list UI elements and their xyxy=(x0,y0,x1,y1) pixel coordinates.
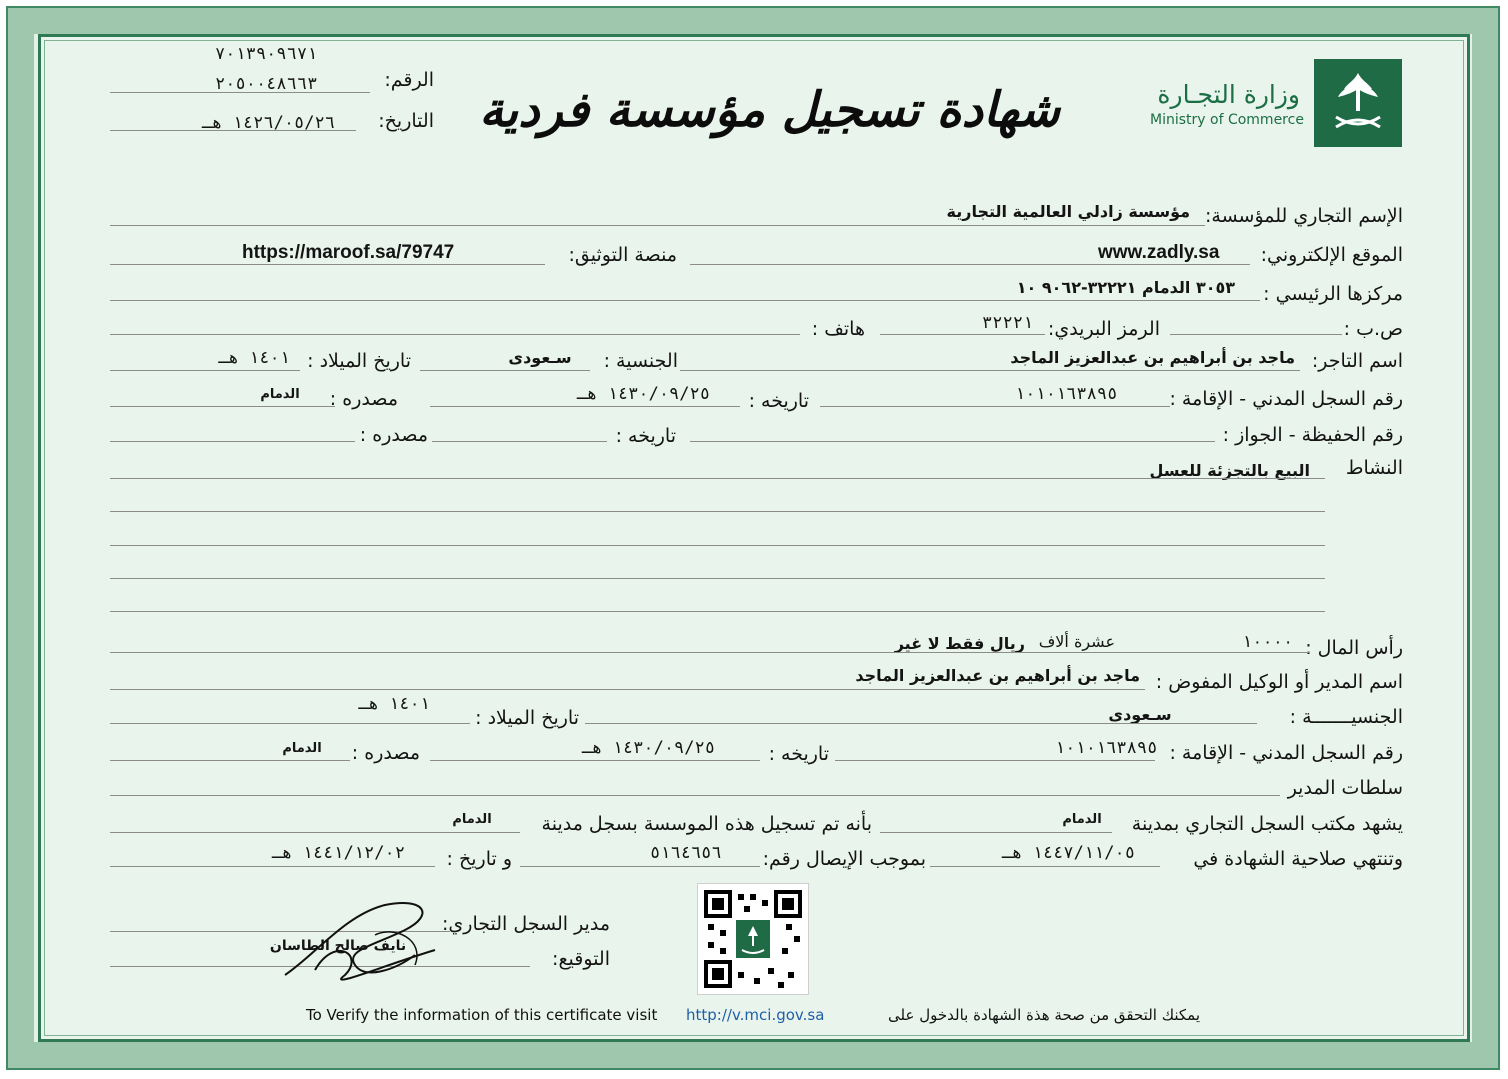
number-value: ٢٠٥٠٠٤٨٦٦٣ xyxy=(215,74,318,94)
attest-office-city: الدمام xyxy=(1062,812,1102,827)
postal-code-label: الرمز البريدي: xyxy=(1047,318,1160,340)
capital-label: رأس المال : xyxy=(1305,637,1403,659)
footer-text-en: To Verify the information of this certificate visit xyxy=(306,1006,658,1024)
manager-birth-label: تاريخ الميلاد : xyxy=(475,707,579,729)
signature-mark xyxy=(275,895,455,990)
sign-label: التوقيع: xyxy=(552,948,610,970)
verify-platform-label: منصة التوثيق: xyxy=(568,244,677,266)
folder-label: رقم الحفيظة - الجواز : xyxy=(1222,424,1403,446)
verify-platform-value: https://maroof.sa/79747 xyxy=(242,242,455,263)
number-label: الرقم: xyxy=(384,69,434,91)
activity-label: النشاط xyxy=(1345,457,1403,479)
website-value: www.zadly.sa xyxy=(1098,242,1220,263)
trade-name-value: مؤسسة زادلي العالمية التجارية xyxy=(946,202,1190,221)
date-value: ١٤٢٦/٠٥/٢٦ هـ xyxy=(201,113,335,133)
folder-date-label: تاريخه : xyxy=(615,425,676,447)
merchant-civil-value: ١٠١٠١٦٣٨٩٥ xyxy=(1015,384,1118,404)
merchant-birth-label: تاريخ الميلاد : xyxy=(307,350,411,372)
manager-birth-value: ١٤٠١ هـ xyxy=(358,694,430,714)
po-box-label: ص.ب : xyxy=(1343,318,1403,340)
manager-name-value: ماجد بن أبراهيم بن عبدالعزيز الماجد xyxy=(855,666,1140,685)
number-top: ٧٠١٣٩٠٩٦٧١ xyxy=(215,44,318,64)
registrar-label: مدير السجل التجاري: xyxy=(442,913,610,935)
manager-authority-label: سلطات المدير xyxy=(1287,777,1403,799)
certificate-title: شهادة تسجيل مؤسسة فردية xyxy=(479,82,1060,138)
expiry-value: ١٤٤٧/١١/٠٥ هـ xyxy=(1001,843,1135,863)
manager-nationality-label: الجنسيـــــــة : xyxy=(1289,706,1403,728)
manager-civil-date-label: تاريخه : xyxy=(768,743,829,765)
footer-url-link[interactable]: http://v.mci.gov.sa xyxy=(686,1006,825,1024)
capital-number: ١٠٠٠٠ xyxy=(1242,632,1294,652)
attest-registered-city: الدمام xyxy=(452,812,492,827)
merchant-name-value: ماجد بن أبراهيم بن عبدالعزيز الماجد xyxy=(1010,348,1295,367)
merchant-birth-value: ١٤٠١ هـ xyxy=(218,348,290,368)
footer-text-ar: يمكنك التحقق من صحة هذة الشهادة بالدخول على xyxy=(888,1006,1200,1024)
receipt-value: ٥١٦٤٦٥٦ xyxy=(650,843,722,863)
attest-office-label: يشهد مكتب السجل التجاري بمدينة xyxy=(1131,813,1403,835)
receipt-label: بموجب الإيصال رقم: xyxy=(762,848,926,870)
merchant-civil-date-label: تاريخه : xyxy=(748,390,809,412)
qr-code-icon xyxy=(697,883,809,995)
postal-code-value: ٣٢٢٢١ xyxy=(982,313,1034,333)
merchant-nationality-value: سـعودى xyxy=(508,348,572,367)
capital-words: عشرة ألاف xyxy=(1038,632,1115,651)
merchant-name-label: اسم التاجر: xyxy=(1311,350,1403,372)
expiry-label: وتنتهي صلاحية الشهادة في xyxy=(1193,848,1403,870)
ministry-name-ar: وزارة التجـارة xyxy=(1157,80,1300,109)
merchant-source-label: مصدره : xyxy=(329,388,398,410)
ministry-name-en: Ministry of Commerce xyxy=(1150,112,1304,128)
trade-name-label: الإسم التجاري للمؤسسة: xyxy=(1205,205,1403,227)
activity-value: البيع بالتجزئة للعسل xyxy=(1149,461,1310,480)
manager-nationality-value: سـعودى xyxy=(1108,705,1172,724)
merchant-nationality-label: الجنسية : xyxy=(603,350,678,372)
merchant-civil-date-value: ١٤٣٠/٠٩/٢٥ هـ xyxy=(576,384,710,404)
footer-url[interactable] xyxy=(686,1006,824,1024)
hq-label: مركزها الرئيسي : xyxy=(1263,283,1403,305)
manager-civil-value: ١٠١٠١٦٣٨٩٥ xyxy=(1055,738,1158,758)
capital-currency: ريال فقط لا غير xyxy=(894,634,1025,653)
manager-civil-date-value: ١٤٣٠/٠٩/٢٥ هـ xyxy=(581,738,715,758)
website-label: الموقع الإلكتروني: xyxy=(1260,244,1403,266)
merchant-source-value: الدمام xyxy=(260,387,300,402)
signer-name: نايف صالح الطاسان xyxy=(269,938,407,954)
folder-source-label: مصدره : xyxy=(359,424,428,446)
attest-registered-label: بأنه تم تسجيل هذه الموسسة بسجل مدينة xyxy=(541,813,872,835)
manager-source-value: الدمام xyxy=(282,741,322,756)
manager-source-label: مصدره : xyxy=(351,742,420,764)
hq-value: ٣٠٥٣ الدمام ٣٢٢٢١-٩٠٦٢ ١٠ xyxy=(1016,278,1235,297)
date-label: التاريخ: xyxy=(378,110,434,132)
merchant-civil-label: رقم السجل المدني - الإقامة : xyxy=(1169,388,1403,410)
ministry-emblem-icon xyxy=(1314,59,1402,147)
phone-label: هاتف : xyxy=(811,318,865,340)
manager-name-label: اسم المدير أو الوكيل المفوض : xyxy=(1155,671,1403,693)
manager-civil-label: رقم السجل المدني - الإقامة : xyxy=(1169,742,1403,764)
and-date-label: و تاريخ : xyxy=(446,848,512,870)
receipt-date-value: ١٤٤١/١٢/٠٢ هـ xyxy=(271,843,405,863)
